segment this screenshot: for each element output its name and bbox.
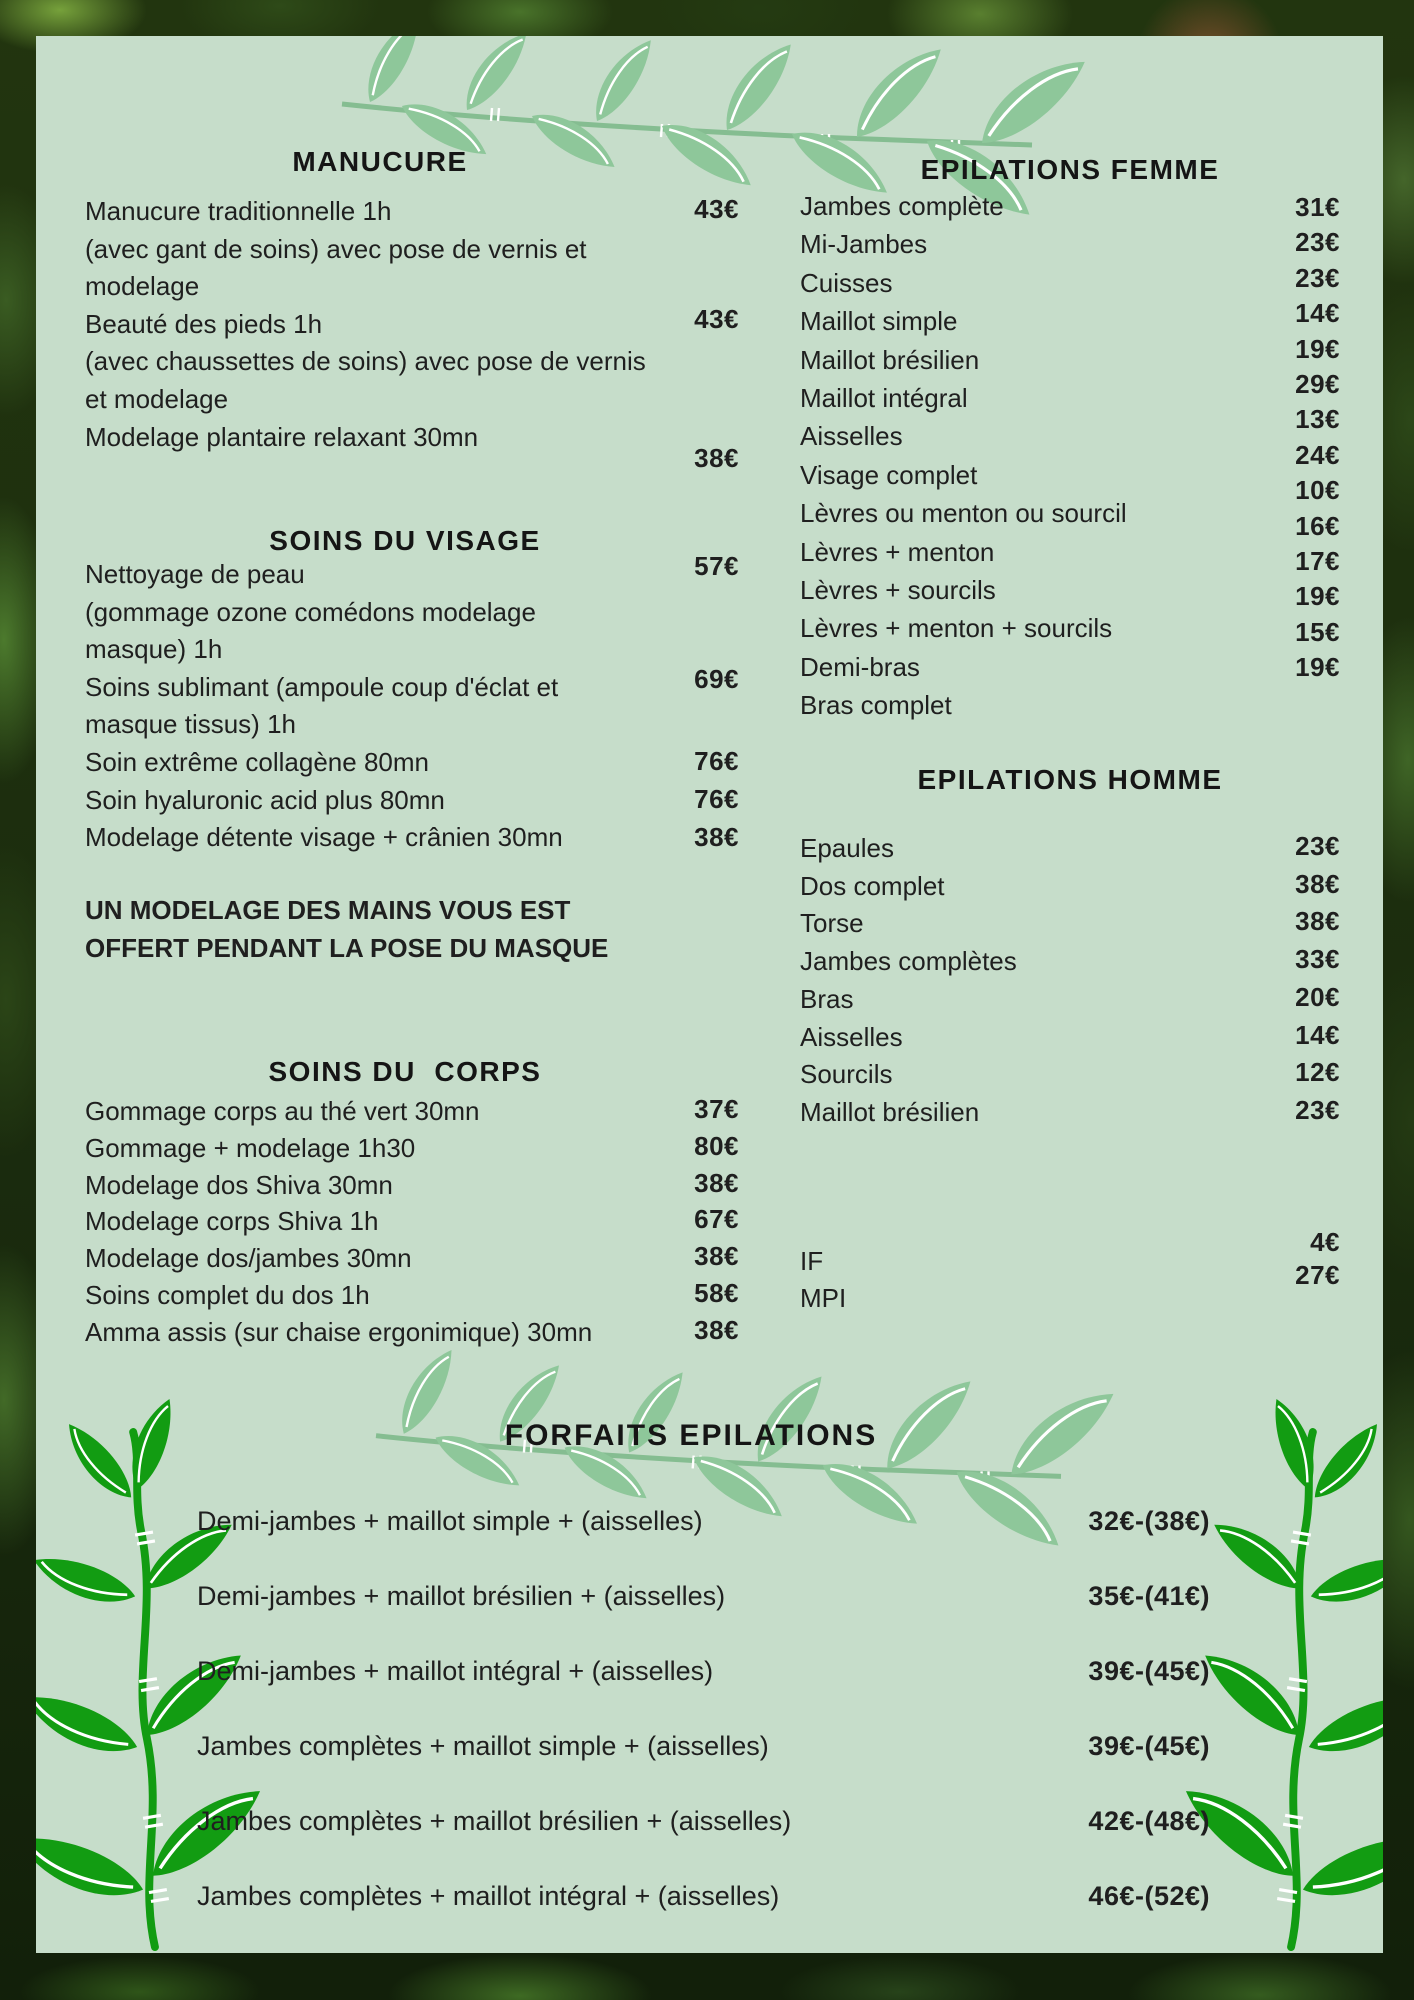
menu-line: Aisselles bbox=[800, 1021, 903, 1052]
menu-line: Torse bbox=[800, 908, 864, 939]
menu-line: Soins sublimant (ampoule coup d'éclat et bbox=[85, 671, 559, 702]
menu-line: Modelage corps Shiva 1h bbox=[85, 1206, 379, 1237]
forfait-price: 32€-(38€) bbox=[1088, 1506, 1210, 1536]
price: 38€ bbox=[694, 443, 739, 473]
menu-line: IF bbox=[800, 1246, 824, 1276]
menu-line: Maillot brésilien bbox=[800, 344, 980, 375]
menu-line: (avec gant de soins) avec pose de vernis et bbox=[85, 233, 587, 264]
menu-line: Gommage corps au thé vert 30mn bbox=[85, 1096, 480, 1126]
price: 27€ bbox=[1295, 1260, 1340, 1290]
price: 23€ bbox=[1295, 227, 1340, 258]
menu-line: Sourcils bbox=[800, 1059, 893, 1090]
menu-line: Maillot simple bbox=[800, 306, 958, 337]
section-heading-corps: SOINS DU CORPS bbox=[268, 1056, 542, 1087]
menu-line: Lèvres + menton + sourcils bbox=[800, 613, 1113, 644]
price: 19€ bbox=[1295, 581, 1340, 612]
price: 23€ bbox=[1295, 831, 1340, 861]
price: 43€ bbox=[694, 194, 739, 224]
menu-line: Maillot intégral bbox=[800, 383, 968, 414]
price: 38€ bbox=[694, 1167, 739, 1198]
price: 38€ bbox=[1295, 906, 1340, 937]
price: 37€ bbox=[694, 1094, 739, 1124]
femme-item-list bbox=[800, 187, 1127, 725]
promo-line: OFFERT PENDANT LA POSE DU MASQUE bbox=[85, 932, 609, 963]
price: 16€ bbox=[1295, 510, 1340, 541]
price: 38€ bbox=[694, 1241, 739, 1272]
bamboo-stalk-right-icon bbox=[1204, 1432, 1383, 1952]
menu-line: Jambes complète bbox=[800, 191, 1004, 221]
forfait-label: Demi-jambes + maillot simple + (aisselles) bbox=[197, 1506, 703, 1536]
menu-line: masque tissus) 1h bbox=[85, 709, 296, 740]
menu-line: Visage complet bbox=[800, 459, 978, 490]
section-heading-manucure: MANUCURE bbox=[292, 146, 468, 177]
menu-line: Lèvres + sourcils bbox=[800, 575, 996, 606]
extras-price-column bbox=[1240, 1226, 1340, 1292]
section-heading-epilations-homme: EPILATIONS HOMME bbox=[917, 764, 1223, 795]
section-heading-visage: SOINS DU VISAGE bbox=[269, 525, 541, 556]
price: 14€ bbox=[1295, 298, 1340, 329]
forfait-price: 35€-(41€) bbox=[1088, 1581, 1210, 1611]
menu-line: Maillot brésilien bbox=[800, 1096, 980, 1127]
forfait-label: Jambes complètes + maillot brésilien + (aisselles) bbox=[197, 1806, 792, 1836]
menu-line: Bras complet bbox=[800, 690, 952, 721]
menu-line: Manucure traditionnelle 1h bbox=[85, 196, 392, 226]
homme-item-list bbox=[800, 830, 1017, 1132]
corps-item-lines bbox=[85, 1093, 592, 1351]
price: 31€ bbox=[1295, 192, 1340, 222]
forfait-row bbox=[197, 1804, 1210, 1879]
menu-line: modelage bbox=[85, 271, 200, 302]
price: 23€ bbox=[1295, 262, 1340, 293]
forfait-row bbox=[197, 1879, 1210, 1953]
menu-line: Soin hyaluronic acid plus 80mn bbox=[85, 784, 445, 815]
price: 12€ bbox=[1295, 1057, 1340, 1088]
forfait-price: 39€-(45€) bbox=[1088, 1731, 1210, 1761]
forfaits-list bbox=[197, 1504, 1210, 1953]
price: 10€ bbox=[1295, 475, 1340, 506]
price: 24€ bbox=[1295, 439, 1340, 470]
price: 67€ bbox=[694, 1204, 739, 1235]
price: 23€ bbox=[1295, 1094, 1340, 1125]
price: 57€ bbox=[694, 551, 739, 581]
extras-item-list bbox=[800, 1243, 846, 1317]
price: 43€ bbox=[694, 304, 739, 334]
menu-card bbox=[36, 36, 1383, 1953]
forfait-label: Demi-jambes + maillot intégral + (aisselles) bbox=[197, 1656, 714, 1686]
menu-line: Soins complet du dos 1h bbox=[85, 1279, 370, 1310]
price: 15€ bbox=[1295, 616, 1340, 647]
manucure-item-lines bbox=[85, 193, 646, 456]
price: 38€ bbox=[694, 1314, 739, 1345]
menu-line: Dos complet bbox=[800, 870, 945, 901]
menu-line: Soin extrême collagène 80mn bbox=[85, 746, 429, 777]
price: 14€ bbox=[1295, 1019, 1340, 1050]
menu-line: Lèvres + menton bbox=[800, 536, 995, 567]
corps-price-column bbox=[631, 1091, 739, 1349]
forfait-label: Jambes complètes + maillot simple + (aisselles) bbox=[197, 1731, 769, 1761]
femme-price-column bbox=[1240, 190, 1340, 686]
menu-line: Modelage dos/jambes 30mn bbox=[85, 1243, 412, 1274]
menu-line: Aisselles bbox=[800, 421, 903, 452]
forfait-row bbox=[197, 1654, 1210, 1729]
menu-line: Modelage détente visage + crânien 30mn bbox=[85, 822, 563, 853]
section-heading-forfaits: FORFAITS EPILATIONS bbox=[504, 1419, 878, 1452]
menu-line: Epaules bbox=[800, 833, 894, 863]
price: 20€ bbox=[1295, 981, 1340, 1012]
menu-line: Amma assis (sur chaise ergonimique) 30mn bbox=[85, 1316, 593, 1347]
menu-line: Mi-Jambes bbox=[800, 229, 928, 260]
promo-note bbox=[85, 892, 608, 967]
price: 58€ bbox=[694, 1277, 739, 1308]
price: 4€ bbox=[1310, 1227, 1340, 1257]
price: 19€ bbox=[1295, 333, 1340, 364]
menu-line: Lèvres ou menton ou sourcil bbox=[800, 498, 1127, 529]
menu-line: Beauté des pieds 1h bbox=[85, 308, 323, 339]
forfait-price: 39€-(45€) bbox=[1088, 1656, 1210, 1686]
forfait-label: Demi-jambes + maillot brésilien + (aisselles) bbox=[197, 1581, 726, 1611]
forfait-row bbox=[197, 1579, 1210, 1654]
forfait-label: Jambes complètes + maillot intégral + (aisselles) bbox=[197, 1881, 780, 1911]
forfait-row bbox=[197, 1504, 1210, 1579]
menu-line: Bras bbox=[800, 983, 854, 1014]
price: 38€ bbox=[694, 822, 739, 852]
price: 13€ bbox=[1295, 404, 1340, 435]
menu-line: Cuisses bbox=[800, 267, 893, 298]
forfait-row bbox=[197, 1729, 1210, 1804]
section-heading-epilations-femme: EPILATIONS FEMME bbox=[920, 154, 1220, 185]
menu-line: Nettoyage de peau bbox=[85, 559, 305, 589]
menu-line: Gommage + modelage 1h30 bbox=[85, 1132, 416, 1163]
menu-line: Demi-bras bbox=[800, 651, 920, 682]
menu-line: masque) 1h bbox=[85, 634, 223, 665]
price: 19€ bbox=[1295, 652, 1340, 683]
price: 69€ bbox=[694, 664, 739, 694]
menu-line: (gommage ozone comédons modelage bbox=[85, 596, 536, 627]
menu-line: (avec chaussettes de soins) avec pose de vernis bbox=[85, 346, 646, 377]
price: 29€ bbox=[1295, 369, 1340, 400]
menu-line: Modelage plantaire relaxant 30mn bbox=[85, 421, 479, 452]
price: 38€ bbox=[1295, 868, 1340, 899]
menu-line: Jambes complètes bbox=[800, 946, 1017, 977]
visage-item-lines bbox=[85, 556, 563, 857]
menu-line: MPI bbox=[800, 1283, 847, 1313]
menu-line: et modelage bbox=[85, 383, 229, 414]
price: 76€ bbox=[694, 784, 739, 814]
price: 17€ bbox=[1295, 546, 1340, 577]
forfait-price: 46€-(52€) bbox=[1088, 1881, 1210, 1911]
menu-line: Modelage dos Shiva 30mn bbox=[85, 1169, 393, 1200]
homme-price-column bbox=[1240, 828, 1340, 1130]
forfait-price: 42€-(48€) bbox=[1088, 1806, 1210, 1836]
price: 80€ bbox=[694, 1130, 739, 1161]
price: 33€ bbox=[1295, 944, 1340, 975]
promo-line: UN MODELAGE DES MAINS VOUS EST bbox=[85, 895, 571, 925]
price: 76€ bbox=[694, 746, 739, 776]
